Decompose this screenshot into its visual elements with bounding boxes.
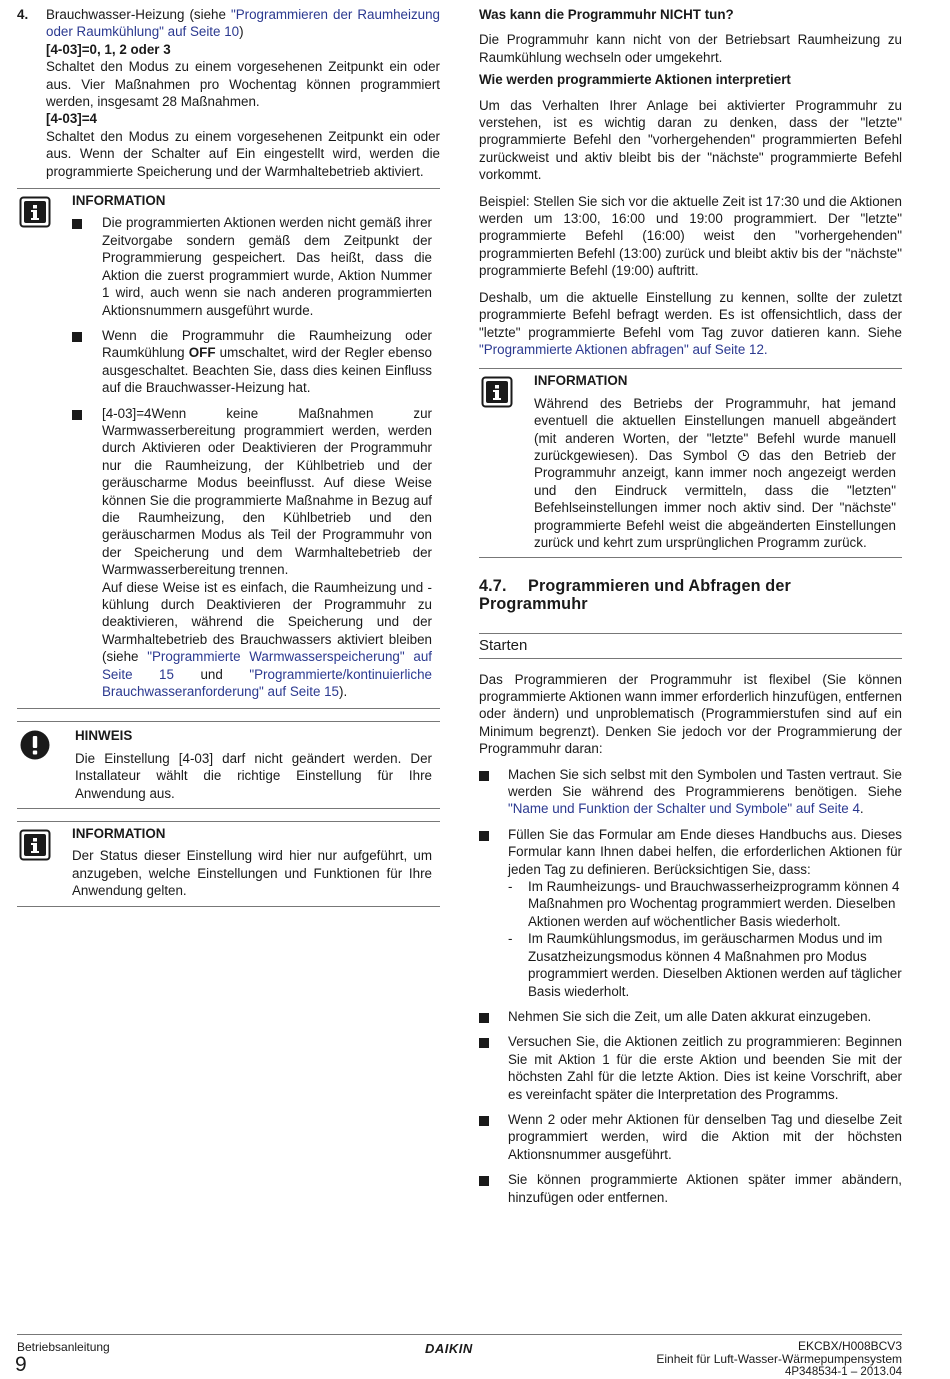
clock-icon	[738, 450, 749, 461]
information-box	[17, 821, 440, 907]
right-column	[479, 6, 902, 1214]
information-icon	[481, 376, 513, 412]
brand-logo: DAIKIN	[425, 1341, 473, 1356]
dash-item: - Im Raumheizungs- und Brauchwasserheizprogramm können 4 Maßnahmen pro Wochentag programmiert werden. Dieselben Aktionen werden auf wöchentlicher Basis wiederholt.	[508, 879, 900, 929]
paragraph: Beispiel: Stellen Sie sich vor die aktuelle Zeit ist 17:30 und die Aktionen werden um 13:00, 16:00 und 19:00 programmiert. Der "letzte" programmierte Befehl (16:00) weist den "vorhergehenden" programmierten Befehl (13:00) zurück und bleibt aktiv bis der "nächste" programmierte Befehl (19:00) auftritt.	[479, 193, 902, 279]
hinweis-text: Die Einstellung [4-03] darf nicht geändert werden. Der Installateur wählt die richtige Einstellung für Ihre Anwendung aus.	[75, 750, 432, 801]
document-code: 4P348534-1 – 2013.04	[784, 1366, 902, 1378]
link-warmwasserspeicherung[interactable]: "Programmierte Warmwasserspeicherung" auf Seite 15	[102, 649, 432, 682]
setting-label: [4-03]=0, 1, 2 oder 3	[46, 41, 171, 57]
list-item: Nehmen Sie sich die Zeit, um alle Daten akkurat einzugeben.	[479, 1008, 902, 1025]
information-icon	[19, 829, 51, 865]
link-brauchwasseranforderung[interactable]: "Programmierte/kontinuierliche Brauchwasseranforderung" auf Seite 15	[102, 666, 432, 700]
list-item: Wenn 2 oder mehr Aktionen für denselben Tag und dieselbe Zeit programmiert werden, wird die Aktion mit der höchsten Aktionsnummer ausgeführt.	[479, 1111, 902, 1163]
info-text: Während des Betriebs der Programmuhr, hat jemand eventuell die aktuellen Einstellungen manuell abgeändert (mit anderen Worten, der "letzte" Befehl wurde manuell zurückgewiesen). Das Symbol das den Betrieb der Programmuhr anzeigt, kann immer noch angezeigt werden und den Eindruck vermitteln, dass die "letzten" Befehlseinstellungen immer noch aktiv sind. Der "nächste" programmierte Befehl weist die abgeänderten Einstellungen zurück und kehrt zum ursprünglichen Programm zurück.	[534, 395, 896, 550]
info-title: INFORMATION	[534, 373, 628, 389]
setting-label: [4-03]=4	[46, 111, 97, 127]
list-item: Wenn die Programmuhr die Raumheizung oder Raumkühlung OFF umschaltet, wird der Regler ebenso ausgeschaltet. Beachten Sie, dass dies keinen Einfluss auf die Brauchwasser-Heizung hat.	[72, 327, 432, 397]
footer-divider	[17, 1334, 902, 1335]
bullet-square-icon	[479, 1176, 489, 1186]
information-icon	[19, 196, 51, 232]
item4-intro: Brauchwasser-Heizung (siehe "Programmieren der Raumheizung oder Raumkühlung" auf Seite 10)	[46, 7, 441, 40]
bullet-square-icon	[479, 831, 489, 841]
list-item: Versuchen Sie, die Aktionen zeitlich zu programmieren: Beginnen Sie mit Aktion 1 für die erste Aktion und beenden Sie mit der höchsten Zahl für die letzte Aktion. Dies ist keine Vorschrift, aber es vereinfacht später die Interpretation des Programms.	[479, 1033, 902, 1103]
list-item: Sie können programmierte Aktionen später immer abändern, hinzufügen oder entfernen.	[479, 1171, 902, 1206]
hinweis-box	[17, 721, 440, 809]
bullet-square-icon	[479, 771, 489, 781]
paragraph: Um das Verhalten Ihrer Anlage bei aktivierter Programmuhr zu verstehen, ist es wichtig daran zu denken, dass der "letzte" programmierte Befehl den "vorhergehenden" programmierten Befehl zurückweist und aktiv bleibt bis der "nächste" programmierte Befehl vorkommt.	[479, 97, 902, 183]
footer-info	[656, 1340, 902, 1379]
left-column	[17, 6, 440, 907]
list-item: Machen Sie sich selbst mit den Symbolen und Tasten vertraut. Sie werden Sie während des Programmierens benötigen. Siehe "Name und Funktion der Schalter und Symbole" auf Seite 4.	[479, 766, 902, 818]
info-title: INFORMATION	[72, 193, 166, 209]
link-aktionen-abfragen[interactable]: "Programmierte Aktionen abfragen" auf Seite 12.	[479, 341, 768, 357]
information-box	[17, 188, 440, 709]
item-number: 4.	[17, 7, 29, 22]
paragraph: Deshalb, um die aktuelle Einstellung zu kennen, sollte der zuletzt programmierte Befehl befragt werden. Es ist offensichtlich, dass der "letzte" programmierte Befehl vom Tag zuvor datieren kann. Siehe "Programmierte Aktionen abfragen" auf Seite 12.	[479, 289, 902, 357]
list-item: Füllen Sie das Formular am Ende dieses Handbuchs aus. Dieses Formular kann Ihnen dabei helfen, die erforderlichen Aktionen für jeden Tag zu definieren. Berücksichtigen Sie, dass: - Im Raumheizungs- und Brauchwasserheizprogramm können 4 Maßnahmen pro Wochentag programmiert werden. Dieselben Aktionen werden auf wöchentlicher Basis wiederholt. - Im Raumkühlungsmodus, im geräuscharmen Modus und im Zusatzheizungsmodus können 4 Maßnahmen pro Modus programmiert werden. Dieselben Aktionen werden auf täglicher Basis wiederholt.	[479, 826, 902, 1000]
paragraph: Die Programmuhr kann nicht von der Betriebsart Raumheizung zu Raumkühlung wechseln oder umgekehrt.	[479, 32, 902, 65]
list-item: [4-03]=4Wenn keine Maßnahmen zur Warmwasserbereitung programmiert werden, werden durch Aktivieren oder Deaktivieren der Programmuhr nur die Raumheizung, der Kühlbetrieb und der geräuscharme Modus beeinflusst. Auf diese Weise können Sie die programmierte Maßnahme in Bezug auf die Raumheizung, den Kühlbetrieb und den geräuscharmen Modus als Teil der Programmuhr von der Speicherung und dem Warmhaltebetrieb der Warmwasserbereitung trennen. Auf diese Weise ist es einfach, die Raumheizung und -kühlung durch Deaktivieren der Programmuhr zu deaktivieren, während die Speicherung und der Warmhaltebetrieb des Brauchwassers aktiviert bleiben (siehe "Programmierte Warmwasserspeicherung" auf Seite 15 und "Programmierte/kontinuierliche Brauchwasseranforderung" auf Seite 15).	[72, 405, 432, 701]
section-title: 4.7. Programmieren und Abfragen der Programmuhr	[479, 577, 791, 613]
link-name-funktion-schalter[interactable]: "Name und Funktion der Schalter und Symbole" auf Seite 4	[508, 801, 860, 817]
hinweis-title: HINWEIS	[75, 728, 133, 744]
warning-exclamation-icon	[19, 729, 51, 765]
list-item-4	[17, 6, 440, 180]
page-number: 9	[15, 1353, 27, 1376]
bullet-list	[479, 766, 902, 1206]
bullet-square-icon	[479, 1038, 489, 1048]
info-text: Der Status dieser Einstellung wird hier nur aufgeführt, um anzugeben, welche Einstellungen und Funktionen für Ihre Anwendung gelten.	[72, 848, 432, 899]
bullet-square-icon	[479, 1013, 489, 1023]
paragraph: Das Programmieren der Programmuhr ist flexibel (Sie können programmierte Aktionen wann immer erforderlich hinzufügen, entfernen oder ändern) und unproblematisch (Programmierstufen sind auf ein Minimum begrenzt). Denken Sie jedoch vor der Programmierung der Programmuhr daran:	[479, 671, 902, 757]
bullet-square-icon	[72, 219, 82, 229]
link-programmieren-raumheizung[interactable]: "Programmieren der Raumheizung oder Raumkühlung" auf Seite 10	[46, 7, 441, 40]
information-box	[479, 368, 902, 558]
heading: Wie werden programmierte Aktionen interpretiert	[479, 72, 791, 88]
setting-text: Schaltet den Modus zu einem vorgesehenen Zeitpunkt ein oder aus. Vier Maßnahmen pro Wochentag können programmiert werden, insgesamt 28 Maßnahmen.	[46, 59, 440, 110]
dash-item: - Im Raumkühlungsmodus, im geräuscharmen Modus und im Zusatzheizungsmodus können 4 Maßnahmen pro Modus programmiert werden. Dieselben Aktionen werden auf täglicher Basis wiederholt.	[508, 931, 902, 999]
heading: Was kann die Programmuhr NICHT tun?	[479, 7, 734, 22]
bullet-square-icon	[72, 332, 82, 342]
bullet-square-icon	[72, 410, 82, 420]
info-title: INFORMATION	[72, 826, 166, 842]
subsection-title: Starten	[479, 633, 902, 658]
footer-manual: Betriebsanleitung	[17, 1340, 110, 1354]
setting-text: Schaltet den Modus zu einem vorgesehenen Zeitpunkt ein oder aus. Wenn der Schalter auf Ein eingestellt wird, werden die programmierte Speicherung und der Warmhaltebetrieb aktiviert.	[46, 128, 440, 179]
model-number: EKCBX/H008BCV3	[797, 1339, 902, 1353]
unit-description: Einheit für Luft-Wasser-Wärmepumpensystem	[656, 1352, 902, 1366]
bullet-square-icon	[479, 1116, 489, 1126]
list-item: Die programmierten Aktionen werden nicht gemäß ihrer Zeitvorgabe sondern gemäß dem Zeitpunkt der Programmierung gespeichert. Das heißt, dass die Aktion die zuerst programmiert wurde, Aktion Nummer 1 wird, auch wenn sie nach anderen programmierten Aktionsnummern ausgeführt wurde.	[72, 214, 432, 318]
